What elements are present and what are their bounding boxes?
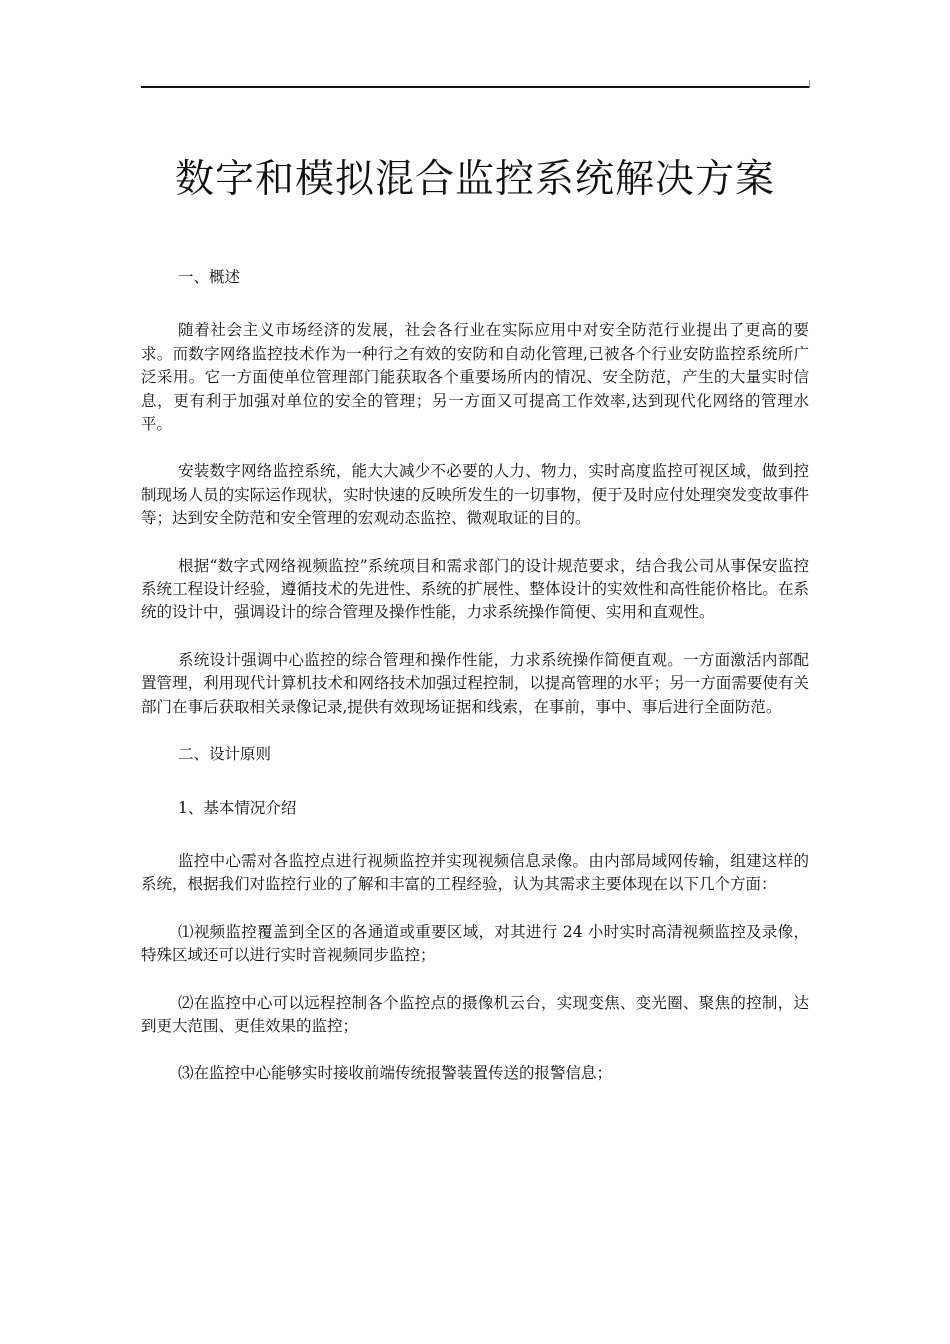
- requirement-item-2: ⑵在监控中心可以远程控制各个监控点的摄像机云台，实现变焦、变光圈、聚焦的控制，达到更大范围、更佳效果的监控；: [141, 993, 809, 1035]
- intro-paragraph: 监控中心需对各监控点进行视频监控并实现视频信息录像。由内部局域网传输，组建这样的系统，根据我们对监控行业的了解和丰富的工程经验，认为其需求主要体现在以下几个方面：: [141, 851, 809, 894]
- header-rule-end-mark: [809, 80, 810, 88]
- overview-paragraph-3: 根据“数字式网络视频监控”系统项目和需求部门的设计规范要求，结合我公司从事保安监控系统工程设计经验，遵循技术的先进性、系统的扩展性、整体设计的实效性和高性能价格比。在系统的设计中，强调设计的综合管理及操作性能，力求系统操作简便、实用和直观性。: [141, 556, 809, 622]
- requirement-item-1: ⑴视频监控覆盖到全区的各通道或重要区域，对其进行 24 小时实时高清视频监控及录像，特殊区域还可以进行实时音视频同步监控；: [141, 922, 809, 965]
- section-heading-overview: 一、概述: [178, 268, 241, 286]
- overview-paragraph-4: 系统设计强调中心监控的综合管理和操作性能，力求系统操作简便直观。一方面激活内部配置管理，利用现代计算机技术和网络技术加强过程控制，以提高管理的水平；另一方面需要使有关部门在事后获取相关录像记录,提供有效现场证据和线索，在事前，事中、事后进行全面防范。: [141, 650, 809, 716]
- section-heading-design-principles: 二、设计原则: [178, 745, 272, 764]
- subsection-heading-basic-situation: 1、基本情况介绍: [178, 798, 297, 817]
- overview-paragraph-1: 随着社会主义市场经济的发展，社会各行业在实际应用中对安全防范行业提出了更高的要求。而数字网络监控技术作为一种行之有效的安防和自动化管理,已被各个行业安防监控系统所广泛采用。它一方面使单位管理部门能获取各个重要场所内的情况、安全防范，产生的大量实时信息，更有利于加强对单位的安全的管理；另一方面又可提高工作效率,达到现代化网络的管理水平。: [141, 321, 809, 434]
- document-body: [141, 266, 809, 1110]
- requirement-item-3: ⑶在监控中心能够实时接收前端传统报警装置传送的报警信息；: [178, 1064, 613, 1083]
- overview-paragraph-2: 安装数字网络监控系统，能大大减少不必要的人力、物力，实时高度监控可视区域，做到控制现场人员的实际运作现状，实时快速的反映所发生的一切事物，便于及时应付处理突发变故事件等；达到安全防范和安全管理的宏观动态监控、微观取证的目的。: [141, 462, 809, 528]
- header-rule: [141, 86, 809, 88]
- document-title: 数字和模拟混合监控系统解决方案: [174, 157, 775, 202]
